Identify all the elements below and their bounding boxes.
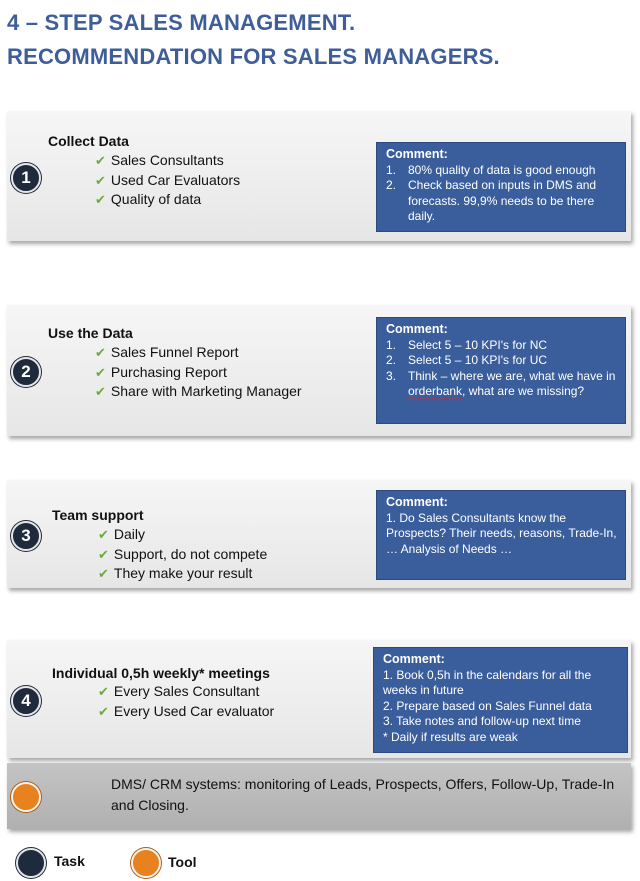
list-item: ✔ Daily bbox=[98, 526, 146, 542]
step-2-title: Use the Data bbox=[48, 325, 133, 341]
step-1-comment bbox=[376, 142, 626, 232]
list-item: ✔ They make your result bbox=[98, 565, 253, 581]
step-3-comment bbox=[376, 490, 626, 580]
step-3-badge: 3 bbox=[11, 521, 41, 551]
check-icon: ✔ bbox=[95, 364, 106, 380]
comment-item: 3. Think – where we are, what we have in orderbank, what are we missing? bbox=[386, 368, 616, 398]
title-line-1: 4 – STEP SALES MANAGEMENT. bbox=[7, 10, 356, 35]
check-icon: ✔ bbox=[95, 172, 106, 188]
comment-heading: Comment: bbox=[386, 322, 448, 336]
step-4-panel bbox=[7, 640, 631, 758]
tool-dot-icon bbox=[11, 782, 41, 812]
check-icon: ✔ bbox=[95, 345, 106, 360]
comment-item: 1. Do Sales Consultants know the Prospects? Their needs, reasons, Trade-In, … Analysis of Needs … bbox=[386, 510, 617, 556]
list-item: ✔ Share with Marketing Manager bbox=[95, 383, 302, 399]
comment-item: 1. 80% quality of data is good enough bbox=[386, 162, 596, 177]
check-icon: ✔ bbox=[98, 703, 109, 719]
tool-description: DMS/ CRM systems: monitoring of Leads, Prospects, Offers, Follow-Up, Trade-In and Closing. bbox=[111, 776, 615, 813]
step-1-title: Collect Data bbox=[48, 133, 129, 149]
list-item: ✔ Support, do not compete bbox=[98, 545, 268, 562]
step-3-title: Team support bbox=[52, 507, 144, 523]
task-legend-icon bbox=[16, 848, 46, 878]
check-icon: ✔ bbox=[98, 566, 109, 581]
comment-heading: Comment: bbox=[383, 652, 445, 666]
check-icon: ✔ bbox=[95, 384, 106, 399]
comment-item: 1. Select 5 – 10 KPI's for NC bbox=[386, 337, 548, 352]
list-item: ✔ Every Used Car evaluator bbox=[98, 702, 275, 719]
step-3-checklist bbox=[98, 525, 267, 584]
step-3-panel bbox=[7, 480, 631, 588]
tool-legend-label: Tool bbox=[168, 854, 197, 870]
step-4-comment bbox=[373, 647, 628, 753]
comment-heading: Comment: bbox=[386, 495, 448, 509]
check-icon: ✔ bbox=[98, 546, 109, 562]
comment-item: 2. Check based on inputs in DMS and forecasts. 99,9% needs to be there daily. bbox=[386, 178, 597, 223]
step-4-title: Individual 0,5h weekly* meetings bbox=[52, 665, 270, 681]
step-1-panel bbox=[7, 111, 631, 241]
check-icon: ✔ bbox=[95, 153, 106, 168]
step-4-checklist bbox=[98, 682, 274, 721]
tool-panel bbox=[7, 763, 631, 829]
check-icon: ✔ bbox=[98, 527, 109, 542]
comment-heading: Comment: bbox=[386, 147, 448, 161]
step-1-checklist bbox=[95, 151, 240, 210]
list-item: ✔ Quality of data bbox=[95, 191, 202, 207]
list-item: ✔ Used Car Evaluators bbox=[95, 171, 241, 188]
comment-item: * Daily if results are weak bbox=[383, 729, 518, 744]
step-2-panel bbox=[7, 305, 631, 436]
page-title bbox=[7, 6, 637, 74]
comment-item: 2. Select 5 – 10 KPI's for UC bbox=[386, 353, 548, 367]
list-item: ✔ Sales Funnel Report bbox=[95, 344, 239, 360]
list-item: ✔ Sales Consultants bbox=[95, 152, 224, 168]
step-4-badge: 4 bbox=[11, 686, 41, 716]
step-1-badge: 1 bbox=[11, 163, 41, 193]
tool-legend-icon bbox=[131, 848, 161, 878]
comment-item: 2. Prepare based on Sales Funnel data bbox=[383, 698, 592, 713]
task-legend-label: Task bbox=[54, 853, 85, 869]
step-2-comment bbox=[376, 317, 626, 424]
step-2-badge: 2 bbox=[11, 357, 41, 387]
check-icon: ✔ bbox=[98, 684, 109, 699]
check-icon: ✔ bbox=[95, 192, 106, 207]
list-item: ✔ Purchasing Report bbox=[95, 363, 227, 380]
step-2-checklist bbox=[95, 343, 302, 402]
title-line-2: RECOMMENDATION FOR SALES MANAGERS. bbox=[7, 44, 500, 69]
list-item: ✔ Every Sales Consultant bbox=[98, 683, 260, 699]
comment-item: 3. Take notes and follow-up next time bbox=[383, 714, 581, 728]
comment-item: 1. Book 0,5h in the calendars for all the weeks in future bbox=[383, 667, 592, 697]
